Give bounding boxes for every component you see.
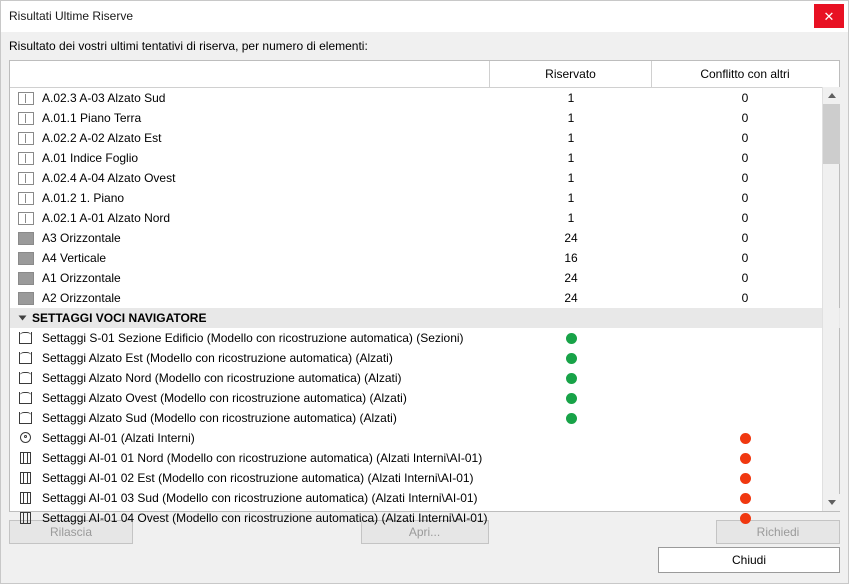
conflict-count: 0 bbox=[741, 171, 749, 185]
row-reserved-cell bbox=[490, 208, 652, 228]
row-label: SETTAGGI VOCI NAVIGATORE bbox=[32, 311, 207, 325]
row-name-cell bbox=[10, 391, 490, 405]
row-label: Settaggi Alzato Sud (Modello con ricostruzione automatica) (Alzati) bbox=[42, 411, 397, 425]
row-name-cell bbox=[10, 111, 490, 125]
row-conflict-cell bbox=[652, 491, 838, 505]
reserved-count: 24 bbox=[564, 271, 578, 285]
status-ok-icon bbox=[566, 393, 577, 404]
interior-elevation-icon bbox=[18, 512, 34, 525]
table-row[interactable] bbox=[10, 468, 840, 488]
row-reserved-cell bbox=[490, 128, 652, 148]
table-row[interactable] bbox=[10, 268, 840, 288]
row-reserved-cell bbox=[490, 351, 652, 365]
row-label: Settaggi AI-01 04 Ovest (Modello con ricostruzione automatica) (Alzati Interni\AI-01) bbox=[42, 511, 488, 525]
elevation-icon bbox=[18, 392, 34, 405]
status-conflict-icon bbox=[740, 433, 751, 444]
row-label: A.01 Indice Foglio bbox=[42, 151, 139, 165]
row-name-cell bbox=[10, 291, 490, 305]
row-name-cell bbox=[10, 151, 490, 165]
reserved-count: 24 bbox=[564, 291, 578, 305]
table-row[interactable] bbox=[10, 128, 840, 148]
scroll-up-icon[interactable] bbox=[823, 87, 840, 104]
row-conflict-cell bbox=[652, 108, 838, 128]
row-reserved-cell bbox=[490, 331, 652, 345]
masterlayout-icon bbox=[18, 252, 34, 265]
row-name-cell bbox=[10, 131, 490, 145]
interior-elevation-icon bbox=[18, 492, 34, 505]
close-button[interactable]: Chiudi bbox=[658, 547, 840, 573]
masterlayout-icon bbox=[18, 232, 34, 245]
row-conflict-cell bbox=[652, 188, 838, 208]
row-conflict-cell bbox=[652, 471, 838, 485]
row-name-cell bbox=[10, 511, 490, 525]
reserved-count: 1 bbox=[567, 131, 575, 145]
conflict-count: 0 bbox=[741, 151, 749, 165]
reserved-count: 1 bbox=[567, 191, 575, 205]
status-conflict-icon bbox=[740, 453, 751, 464]
row-reserved-cell bbox=[490, 108, 652, 128]
list-rows-area bbox=[10, 88, 839, 525]
request-button[interactable]: Richiedi bbox=[716, 520, 840, 544]
release-button[interactable]: Rilascia bbox=[9, 520, 133, 544]
layout-icon bbox=[18, 152, 34, 165]
row-reserved-cell bbox=[490, 88, 652, 108]
table-row[interactable] bbox=[10, 188, 840, 208]
title-bar bbox=[1, 1, 848, 32]
column-header-name bbox=[10, 61, 490, 87]
reserved-count: 24 bbox=[564, 231, 578, 245]
row-conflict-cell bbox=[652, 288, 838, 308]
status-conflict-icon bbox=[740, 513, 751, 524]
row-label: Settaggi Alzato Ovest (Modello con ricostruzione automatica) (Alzati) bbox=[42, 391, 407, 405]
row-label: A.02.4 A-04 Alzato Ovest bbox=[42, 171, 176, 185]
row-name-cell bbox=[10, 211, 490, 225]
row-label: A2 Orizzontale bbox=[42, 291, 121, 305]
row-label: Settaggi Alzato Nord (Modello con ricostruzione automatica) (Alzati) bbox=[42, 371, 402, 385]
reserved-count: 1 bbox=[567, 211, 575, 225]
row-conflict-cell bbox=[652, 228, 838, 248]
conflict-count: 0 bbox=[741, 271, 749, 285]
row-conflict-cell bbox=[652, 268, 838, 288]
row-label: Settaggi AI-01 02 Est (Modello con ricostruzione automatica) (Alzati Interni\AI-01) bbox=[42, 471, 474, 485]
layout-icon bbox=[18, 192, 34, 205]
row-name-cell bbox=[10, 351, 490, 365]
masterlayout-icon bbox=[18, 292, 34, 305]
row-label: Settaggi AI-01 (Alzati Interni) bbox=[42, 431, 195, 445]
row-reserved-cell bbox=[490, 248, 652, 268]
layout-icon bbox=[18, 172, 34, 185]
row-reserved-cell bbox=[490, 391, 652, 405]
reserved-count: 1 bbox=[567, 91, 575, 105]
row-label: Settaggi S-01 Sezione Edificio (Modello con ricostruzione automatica) (Sezioni) bbox=[42, 331, 464, 345]
conflict-count: 0 bbox=[741, 291, 749, 305]
row-name-cell bbox=[10, 191, 490, 205]
scroll-down-icon[interactable] bbox=[823, 494, 840, 511]
dialog-subtitle: Risultato dei vostri ultimi tentativi di riserva, per numero di elementi: bbox=[1, 32, 848, 60]
masterlayout-icon bbox=[18, 272, 34, 285]
row-label: A1 Orizzontale bbox=[42, 271, 121, 285]
table-row[interactable] bbox=[10, 368, 840, 388]
table-row[interactable] bbox=[10, 388, 840, 408]
reserved-count: 16 bbox=[564, 251, 578, 265]
row-conflict-cell bbox=[652, 451, 838, 465]
row-name-cell bbox=[10, 271, 490, 285]
conflict-count: 0 bbox=[741, 111, 749, 125]
status-ok-icon bbox=[566, 333, 577, 344]
table-row[interactable] bbox=[10, 488, 840, 508]
layout-icon bbox=[18, 212, 34, 225]
dialog-footer bbox=[1, 547, 848, 583]
row-conflict-cell bbox=[652, 128, 838, 148]
row-reserved-cell bbox=[490, 148, 652, 168]
row-name-cell bbox=[10, 411, 490, 425]
interior-camera-icon bbox=[18, 432, 34, 445]
conflict-count: 0 bbox=[741, 211, 749, 225]
row-label: A.02.1 A-01 Alzato Nord bbox=[42, 211, 171, 225]
row-conflict-cell bbox=[652, 88, 838, 108]
row-conflict-cell bbox=[652, 168, 838, 188]
interior-elevation-icon bbox=[18, 472, 34, 485]
row-name-cell bbox=[10, 471, 490, 485]
table-row[interactable] bbox=[10, 328, 840, 348]
row-reserved-cell bbox=[490, 188, 652, 208]
row-label: A.01.2 1. Piano bbox=[42, 191, 125, 205]
expand-triangle-icon[interactable] bbox=[19, 316, 27, 321]
row-reserved-cell bbox=[490, 371, 652, 385]
table-row[interactable] bbox=[10, 508, 840, 528]
table-row[interactable] bbox=[10, 208, 840, 228]
row-name-cell bbox=[10, 451, 490, 465]
close-icon[interactable]: ✕ bbox=[814, 4, 844, 28]
table-row[interactable] bbox=[10, 148, 840, 168]
open-button[interactable]: Apri... bbox=[361, 520, 489, 544]
table-row[interactable] bbox=[10, 228, 840, 248]
table-row[interactable] bbox=[10, 428, 840, 448]
layout-icon bbox=[18, 112, 34, 125]
row-label: A4 Verticale bbox=[42, 251, 107, 265]
row-label: A.02.2 A-02 Alzato Est bbox=[42, 131, 162, 145]
window-title: Risultati Ultime Riserve bbox=[9, 9, 134, 23]
row-reserved-cell bbox=[490, 168, 652, 188]
elevation-icon bbox=[18, 412, 34, 425]
row-conflict-cell bbox=[652, 248, 838, 268]
row-name-cell bbox=[10, 491, 490, 505]
scrollbar-thumb[interactable] bbox=[823, 104, 840, 164]
row-conflict-cell bbox=[652, 511, 838, 525]
table-row[interactable] bbox=[10, 448, 840, 468]
row-reserved-cell bbox=[490, 411, 652, 425]
status-conflict-icon bbox=[740, 493, 751, 504]
vertical-scrollbar[interactable] bbox=[822, 87, 839, 511]
column-header-reserved: Riservato bbox=[490, 61, 652, 87]
row-name-cell bbox=[10, 171, 490, 185]
row-reserved-cell bbox=[490, 228, 652, 248]
elevation-icon bbox=[18, 372, 34, 385]
table-row[interactable] bbox=[10, 108, 840, 128]
reserved-count: 1 bbox=[567, 171, 575, 185]
status-conflict-icon bbox=[740, 473, 751, 484]
row-label: Settaggi AI-01 03 Sud (Modello con ricostruzione automatica) (Alzati Interni\AI-01) bbox=[42, 491, 478, 505]
conflict-count: 0 bbox=[741, 251, 749, 265]
row-name-cell bbox=[10, 371, 490, 385]
row-name-cell bbox=[10, 251, 490, 265]
table-row[interactable] bbox=[10, 168, 840, 188]
table-row[interactable] bbox=[10, 248, 840, 268]
row-label: Settaggi AI-01 01 Nord (Modello con ricostruzione automatica) (Alzati Interni\AI-01) bbox=[42, 451, 483, 465]
reserved-count: 1 bbox=[567, 151, 575, 165]
status-ok-icon bbox=[566, 413, 577, 424]
reserved-count: 1 bbox=[567, 111, 575, 125]
status-ok-icon bbox=[566, 373, 577, 384]
row-conflict-cell bbox=[652, 148, 838, 168]
row-reserved-cell bbox=[490, 268, 652, 288]
interior-elevation-icon bbox=[18, 452, 34, 465]
row-label: Settaggi Alzato Est (Modello con ricostruzione automatica) (Alzati) bbox=[42, 351, 393, 365]
row-label: A.01.1 Piano Terra bbox=[42, 111, 142, 125]
list-header bbox=[10, 61, 839, 88]
layout-icon bbox=[18, 92, 34, 105]
section-icon bbox=[18, 332, 34, 345]
row-conflict-cell bbox=[652, 431, 838, 445]
conflict-count: 0 bbox=[741, 231, 749, 245]
row-name-cell bbox=[10, 331, 490, 345]
conflict-count: 0 bbox=[741, 191, 749, 205]
group-row[interactable] bbox=[10, 308, 840, 328]
row-conflict-cell bbox=[652, 208, 838, 228]
conflict-count: 0 bbox=[741, 131, 749, 145]
row-label: A3 Orizzontale bbox=[42, 231, 121, 245]
row-name-cell bbox=[10, 91, 490, 105]
table-row[interactable] bbox=[10, 408, 840, 428]
table-row[interactable] bbox=[10, 88, 840, 108]
elevation-icon bbox=[18, 352, 34, 365]
table-row[interactable] bbox=[10, 348, 840, 368]
results-list-panel bbox=[9, 60, 840, 525]
row-name-cell bbox=[10, 431, 490, 445]
conflict-count: 0 bbox=[741, 91, 749, 105]
column-header-conflict: Conflitto con altri bbox=[700, 67, 790, 81]
row-name-cell bbox=[10, 311, 490, 325]
layout-icon bbox=[18, 132, 34, 145]
table-row[interactable] bbox=[10, 288, 840, 308]
status-ok-icon bbox=[566, 353, 577, 364]
row-reserved-cell bbox=[490, 288, 652, 308]
row-name-cell bbox=[10, 231, 490, 245]
row-label: A.02.3 A-03 Alzato Sud bbox=[42, 91, 166, 105]
